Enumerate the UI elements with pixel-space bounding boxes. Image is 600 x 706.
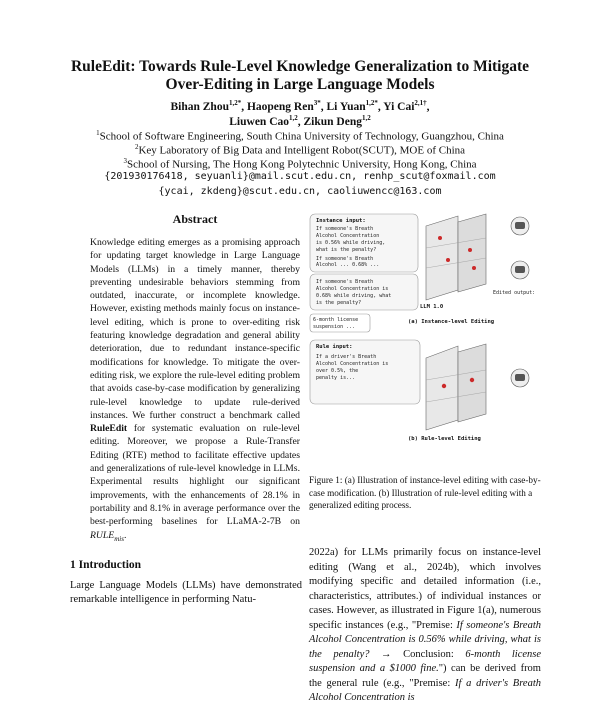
- abstract-period: .: [123, 529, 127, 541]
- author-name: Yi Cai: [383, 100, 415, 113]
- llm-network-b: [426, 344, 486, 430]
- author-line-2: Liuwen Cao$^{1,2}$, Zikun Deng$^{1,2}$: [229, 114, 371, 128]
- figure-caption: Figure 1: (a) Illustration of instance-level editing with case-by-case modification. (b) Illustration of rule-level editing with a generalized editing process.: [309, 475, 541, 511]
- author-sup: 1,2*: [365, 99, 378, 107]
- author-line-1: Bihan Zhou$^{1,2*}$, Haopeng Ren$^{3*}$, Li Yuan$^{1,2*}$, Yi Cai$^{2,1\dagger}$,: [170, 99, 430, 113]
- author-sup: 1,2: [361, 114, 371, 122]
- paper-title-line2: Over-Editing in Large Language Models: [165, 76, 435, 93]
- email-line-2: {ycai, zkdeng}@scut.edu.cn, caoliuwencc@163.com: [158, 186, 442, 197]
- author-name: Zikun Deng: [303, 115, 362, 128]
- panel-a-label: (a) Instance-level Editing: [408, 319, 495, 325]
- answer-text: suspension ...: [313, 324, 356, 330]
- abstract-heading: Abstract: [172, 212, 218, 226]
- affiliation-text: School of Nursing, The Hong Kong Polytechnic University, Hong Kong, China: [126, 158, 477, 171]
- rule-premise: If a driver's Breath Alcohol Concentration is: [309, 677, 541, 703]
- email-line-1: {201930176418, seyuanli}@mail.scut.edu.cn, renhp_scut@foxmail.com: [104, 171, 496, 182]
- author-name: Li Yuan: [326, 100, 366, 113]
- right-text-part5: ") can be derived from the general rule (e.g., "Premise:: [309, 663, 541, 689]
- rule-input-label: Rule input:: [316, 344, 353, 350]
- affiliation-text: School of Software Engineering, South China University of Technology, Guangzhou, China: [99, 130, 504, 143]
- affiliation-2: [0, 143, 600, 157]
- intro-paragraph: Large Language Models (LLMs) have demonstrated remarkable intelligence in performing Natu-: [70, 580, 302, 605]
- section-heading-introduction: 1 Introduction: [70, 559, 142, 571]
- benchmark-name: RuleEdit: [90, 423, 128, 435]
- llm-label: LLM 1.0: [420, 304, 444, 310]
- instance-question-1: If someone's Breath Alcohol Concentration is 0.56% while driving, what is the penalty?: [316, 226, 386, 253]
- author-sup: 1,2*: [228, 99, 242, 107]
- edited-output-label: Edited output:: [493, 290, 536, 296]
- rule-text: If a driver's Breath Alcohol Concentration is over 0.5%, the penalty is...: [316, 354, 389, 381]
- affiliation-sup: 3: [123, 157, 127, 165]
- author-name: Liuwen Cao: [229, 115, 289, 128]
- figure-1: [308, 208, 540, 466]
- affiliation-sup: 1: [96, 129, 100, 137]
- abstract-text-part1: Knowledge editing emerges as a promising approach for updating target knowledge in Large Language Models (LLMs) in a timely manner, thereby preventing undesirable behaviors stemming from outdated, inaccurate, or incomplete knowledge. However, existing methods mainly focus on instance-level editing, which is prone to over-editing risk featuring knowledge degradation and general ability deterioration, due to redundant instance-specific modifications for knowledge. To mitigate the over-editing risk, we explore the rule-level editing problem that avoids case-by-case modification by generalizing rule-level knowledge to update rule-derived instances. We further construct a benchmark called: [90, 237, 300, 421]
- right-text-part1: 2022a) for LLMs primarily focus on instance-level editing (Wang et al., 2024b), which involves modifying specific and detailed information (i.e., characteristics, attributes.) of individual instances or cases. However, as illustrated in Figure 1(a), numerous specific instances (e.g., "Premise:: [309, 547, 541, 631]
- author-name: Haopeng Ren: [246, 100, 314, 113]
- example-conclusion: 6-month license suspension and a $1000 fine.: [309, 648, 542, 674]
- author-sup: 3*: [313, 99, 321, 107]
- instance-input-label: Instance input:: [316, 218, 366, 224]
- right-text-part3: → Conclusion:: [381, 648, 454, 660]
- answer-text: 6-month license: [313, 317, 359, 323]
- dataset-subscript: mis: [114, 534, 124, 543]
- affiliation-3: [0, 157, 600, 171]
- dataset-name: RULE: [90, 529, 115, 541]
- paper-title-line1: RuleEdit: Towards Rule-Level Knowledge Generalization to Mitigate: [70, 58, 530, 75]
- affiliation-sup: 2: [134, 143, 139, 151]
- robot-icon: [511, 217, 529, 235]
- affiliation-1: [0, 129, 600, 143]
- abstract-body: [90, 236, 300, 546]
- panel-b-label: (b) Rule-level Editing: [408, 436, 481, 442]
- llm-network-a: [426, 214, 486, 300]
- right-column-paragraph: [309, 546, 541, 706]
- author-name: Bihan Zhou: [170, 100, 229, 113]
- author-sup: 2,1†: [414, 99, 427, 107]
- robot-icon: [511, 261, 529, 279]
- abstract-text-part2: for systematic evaluation on rule-level editing. Moreover, we propose a Rule-Transfer Editing (RTE) method to facilitate effective updates and generalizations of rule-level knowledge in LLMs. Experimental results highlight our significant improvements, with the enhancements of 28.1% in portability and 8.1% in average performance over the best-performing baselines for LLaMA-2-7B on: [90, 423, 300, 528]
- instance-question-3: If someone's Breath Alcohol Concentration is 0.68% while driving, what is the penalty?: [316, 279, 392, 306]
- robot-icon: [511, 369, 529, 387]
- author-sup: 1,2: [289, 114, 298, 122]
- instance-question-2: If someone's Breath Alcohol ... 0.68% ...: [316, 256, 380, 268]
- affiliation-text: Key Laboratory of Big Data and Intelligent Robot(SCUT), MOE of China: [138, 144, 466, 157]
- example-premise: If someone's Breath Alcohol Concentration is 0.56% while driving, what is the penalty?: [309, 619, 542, 660]
